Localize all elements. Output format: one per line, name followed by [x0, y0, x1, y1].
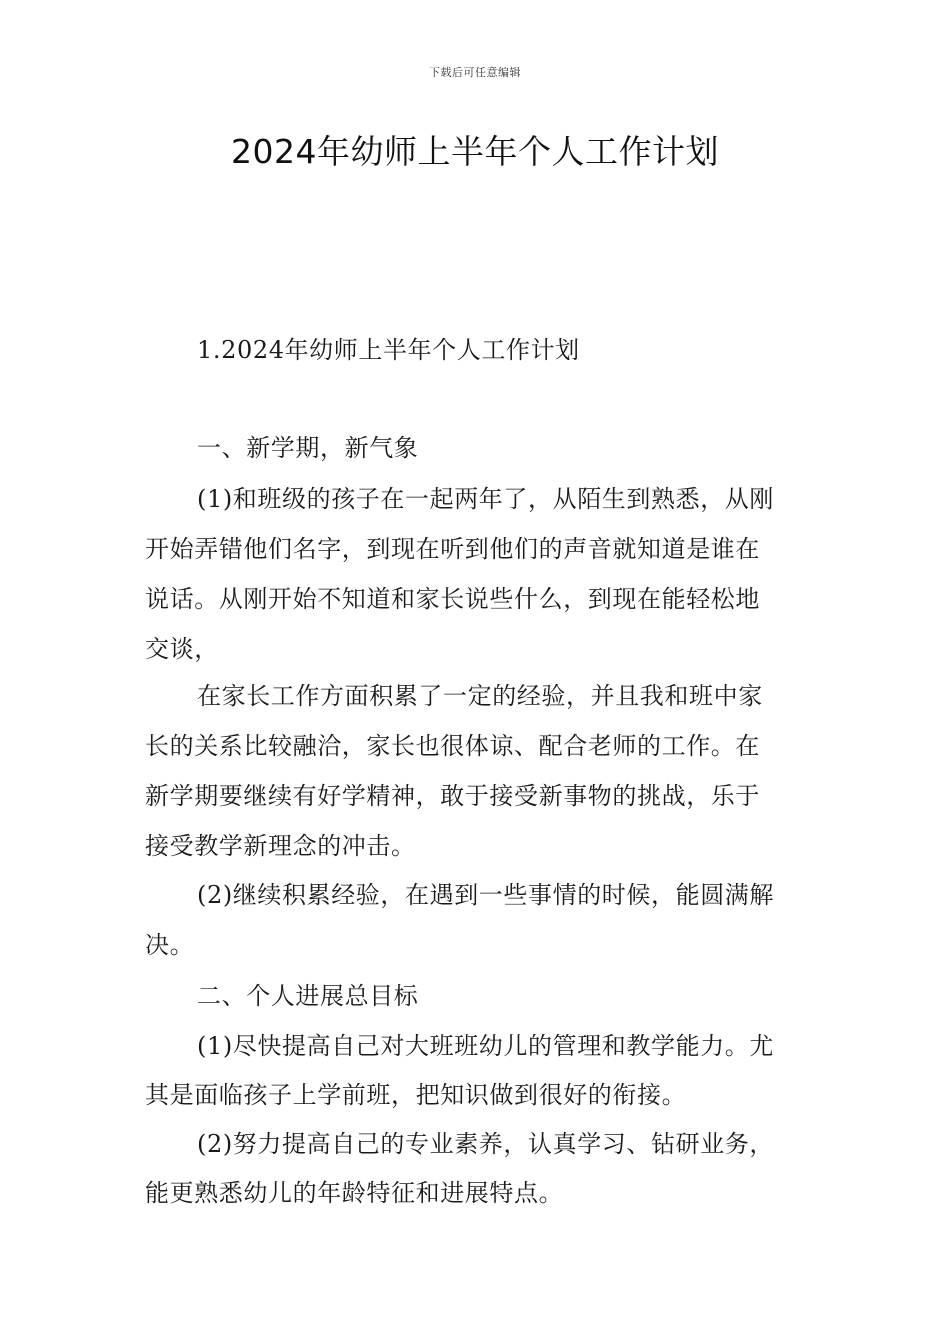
paragraph-line: 交谈， [145, 635, 219, 663]
paragraph-line: (2)继续积累经验，在遇到一些事情的时候，能圆满解 [197, 881, 774, 909]
section-heading: 1.2024年幼师上半年个人工作计划 [197, 336, 580, 364]
paragraph-line: (1)和班级的孩子在一起两年了，从陌生到熟悉，从刚 [197, 485, 774, 513]
paragraph-line: 开始弄错他们名字，到现在听到他们的声音就知道是谁在 [145, 535, 760, 563]
paragraph-line: 决。 [145, 931, 195, 959]
paragraph-line: 新学期要继续有好学精神，敢于接受新事物的挑战，乐于 [145, 782, 760, 810]
document-title: 2024年幼师上半年个人工作计划 [231, 132, 719, 171]
section-heading: 二、个人进展总目标 [197, 982, 419, 1010]
paragraph-line: 长的关系比较融洽，家长也很体谅、配合老师的工作。在 [145, 732, 760, 760]
paragraph-line: 在家长工作方面积累了一定的经验，并且我和班中家 [197, 682, 763, 710]
section-heading: 一、新学期，新气象 [197, 434, 419, 462]
paragraph-line: (2)努力提高自己的专业素养，认真学习、钻研业务， [197, 1130, 774, 1158]
paragraph-line: 其是面临孩子上学前班，把知识做到很好的衔接。 [145, 1081, 687, 1109]
paragraph-line: 接受教学新理念的冲击。 [145, 832, 416, 860]
paragraph-line: 能更熟悉幼儿的年龄特征和进展特点。 [145, 1179, 564, 1207]
paragraph-line: 说话。从刚开始不知道和家长说些什么，到现在能轻松地 [145, 585, 760, 613]
header-note: 下载后可任意编辑 [429, 66, 521, 79]
paragraph-line: (1)尽快提高自己对大班班幼儿的管理和教学能力。尤 [197, 1032, 774, 1060]
